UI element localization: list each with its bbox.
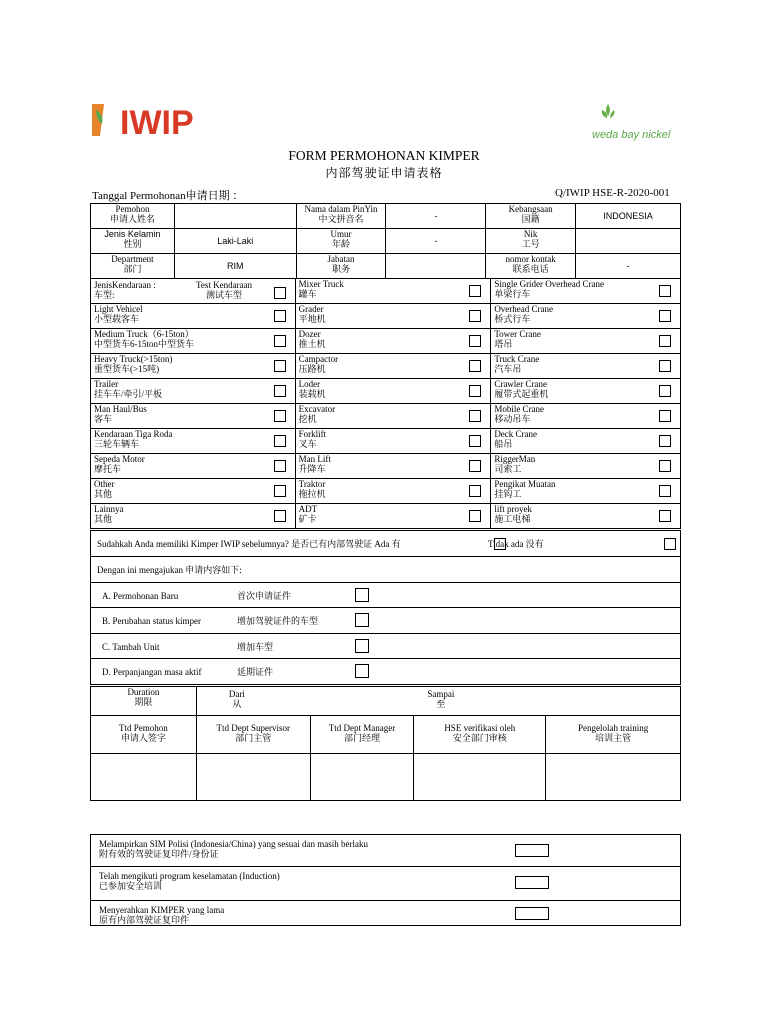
signature-label: Ttd Dept Manager <box>328 723 396 733</box>
vehicle-col2-item-cn: 挖机 <box>298 414 317 424</box>
attachment-item <box>91 867 681 901</box>
vehicle-col2-item <box>295 279 491 304</box>
pemohon-cn: 申请人姓名 <box>109 214 155 224</box>
signature-header <box>196 716 310 754</box>
pemohon-value[interactable] <box>174 204 296 229</box>
signature-header <box>414 716 546 754</box>
title-text: FORM PERMOHONAN KIMPER <box>288 148 480 163</box>
attachment-label: Melampirkan SIM Polisi (Indonesia/China) yang sesuai dan masih berlaku <box>99 839 368 849</box>
vehicle-col1-item-label: Heavy Truck(>15ton) <box>94 354 173 364</box>
vehicle-col1-item-label: Kendaraan Tiga Roda <box>94 429 173 439</box>
signature-box[interactable] <box>196 754 310 801</box>
attachment-row <box>91 901 681 926</box>
signature-cn: 申请人签字 <box>120 733 166 743</box>
dept-value[interactable]: RIM <box>174 254 296 279</box>
signature-cn: 培训主管 <box>595 733 632 743</box>
apply-option-row <box>91 659 681 685</box>
vehicle-col3-item-cn: 施工电梯 <box>494 514 531 524</box>
vehicle-col3-item-checkbox[interactable] <box>659 310 671 322</box>
vehicle-col2-item-checkbox[interactable] <box>469 310 481 322</box>
vehicle-col2-item-label: Campactor <box>298 354 339 364</box>
vehicle-col3-item <box>491 504 681 529</box>
vehicle-col2-item-wrap <box>299 379 488 403</box>
vehicle-col2-item <box>295 429 491 454</box>
vehicle-col1-item-cn: 其他 <box>94 489 113 499</box>
vehicle-col3-item-checkbox[interactable] <box>659 285 671 297</box>
personal-info-table <box>90 203 681 279</box>
vehicle-col3-item-wrap <box>494 504 677 528</box>
vehicle-col1-item-checkbox[interactable] <box>274 460 286 472</box>
vehicle-col2-item-cn: 罐车 <box>298 289 317 299</box>
gender-label: Jenis Kelamin <box>104 229 161 239</box>
vehicle-col2-item-cn: 平地机 <box>298 314 326 324</box>
svg-text:IWIP: IWIP <box>120 104 194 140</box>
vehicle-header-cn: 车型: <box>94 290 115 300</box>
signature-header <box>91 716 197 754</box>
vehicle-col3-item-cn: 挂钩工 <box>494 489 522 499</box>
doc-code: Q/IWIP HSE-R-2020-001 <box>555 187 670 199</box>
vehicle-col3-item-wrap <box>494 404 677 428</box>
vehicle-col2-item <box>295 504 491 529</box>
kontak-cn: 联系电话 <box>512 264 549 274</box>
vehicle-col3-item <box>491 279 681 304</box>
apply-option-label: D. Perpanjangan masa aktif <box>102 667 202 677</box>
vehicle-col3-item <box>491 454 681 479</box>
vehicle-col2-item-checkbox[interactable] <box>469 460 481 472</box>
vehicle-row <box>91 454 681 479</box>
form-title <box>0 148 768 181</box>
signature-cn: 部门经理 <box>344 733 381 743</box>
vehicle-row <box>91 354 681 379</box>
vehicle-col3-item <box>491 329 681 354</box>
vehicle-col1-item-cn: 小型载客车 <box>94 314 140 324</box>
apply-option-row <box>91 583 681 608</box>
apply-intro: Dengan ini mengajukan 申请内容如下: <box>91 557 681 583</box>
vehicle-col3-item-checkbox[interactable] <box>659 335 671 347</box>
vehicle-col3-item-label: Tower Crane <box>494 329 541 339</box>
iwip-logo <box>90 100 200 140</box>
vehicle-col2-item-label: Forklift <box>298 429 327 439</box>
vehicle-col3-item-cn: 单梁行车 <box>494 289 531 299</box>
attachment-checkbox[interactable] <box>515 907 549 920</box>
vehicle-col1-item-wrap <box>94 304 292 328</box>
attachment-checkbox[interactable] <box>515 844 549 857</box>
signature-box[interactable] <box>91 754 197 801</box>
svg-text:weda bay nickel: weda bay nickel <box>592 129 671 141</box>
apply-option-checkbox[interactable] <box>355 639 369 653</box>
umur-label: Umur <box>330 229 352 239</box>
vehicle-row <box>91 429 681 454</box>
vehicle-col2-item-wrap <box>299 479 488 503</box>
kimper-no-checkbox[interactable] <box>664 538 676 550</box>
vehicle-col1-item-checkbox[interactable] <box>274 435 286 447</box>
test-header-checkbox[interactable] <box>274 287 286 299</box>
vehicle-col3-item-checkbox[interactable] <box>659 385 671 397</box>
from-label: Dari <box>228 689 245 699</box>
vehicle-col2-item-checkbox[interactable] <box>469 510 481 522</box>
apply-option <box>91 634 681 659</box>
vehicle-col2-item-checkbox[interactable] <box>469 435 481 447</box>
vehicle-col3-item-wrap <box>494 379 677 403</box>
apply-table <box>90 530 681 685</box>
signature-label: HSE verifikasi oleh <box>444 723 516 733</box>
vehicle-row <box>91 504 681 529</box>
vehicle-col2-item-checkbox[interactable] <box>469 410 481 422</box>
signature-header <box>310 716 414 754</box>
apply-option-label: B. Perubahan status kimper <box>102 616 201 626</box>
vehicle-col1-item-checkbox[interactable] <box>274 310 286 322</box>
vehicle-row <box>91 279 681 304</box>
vehicle-col2-item-checkbox[interactable] <box>469 385 481 397</box>
signature-label: Pengelolah training <box>577 723 649 733</box>
signature-label: Ttd Pemohon <box>119 723 168 733</box>
vehicle-col2-item-wrap <box>299 404 488 428</box>
kontak-label: nomor kontak <box>505 254 556 264</box>
kebangsaan-label: Kebangsaan <box>508 204 553 214</box>
apply-option-cn: 首次申请证件 <box>237 591 292 601</box>
vehicle-col1-item-label: Medium Truck（6-15ton） <box>94 329 194 339</box>
kebangsaan-cn: 国籍 <box>521 214 540 224</box>
vehicle-col1-item <box>91 429 296 454</box>
vehicle-header-cell <box>91 279 296 304</box>
title-cn: 内部驾驶证申请表格 <box>325 166 443 180</box>
vehicle-col1-item-cn: 其他 <box>94 514 113 524</box>
vehicle-col1-item-wrap <box>94 479 292 503</box>
test-header-cn: 测试车型 <box>205 290 242 300</box>
apply-option-label: C. Tambah Unit <box>102 642 160 652</box>
test-header: Test Kendaraan <box>195 280 253 290</box>
vehicle-col2-item <box>295 329 491 354</box>
vehicle-col3-item-checkbox[interactable] <box>659 360 671 372</box>
duration-table <box>90 686 681 716</box>
gender-value[interactable]: Laki-Laki <box>174 229 296 254</box>
attachment-cn: 原有内部驾驶证复印件 <box>99 915 190 925</box>
vehicle-col3-item-label: Truck Crane <box>494 354 540 364</box>
vehicle-col3-item-wrap <box>494 304 677 328</box>
kebangsaan-value[interactable]: INDONESIA <box>576 204 681 229</box>
attachment-item <box>91 901 681 926</box>
vehicle-col2-item <box>295 404 491 429</box>
vehicle-col3-item-wrap <box>494 329 677 353</box>
vehicle-col2-item-checkbox[interactable] <box>469 285 481 297</box>
vehicle-col3-item <box>491 479 681 504</box>
vehicle-col1-item <box>91 454 296 479</box>
vehicle-col1-item-label: Other <box>94 479 115 489</box>
vehicle-col3-item-checkbox[interactable] <box>659 410 671 422</box>
vehicle-col2-item-checkbox[interactable] <box>469 335 481 347</box>
attachment-item <box>91 835 681 867</box>
vehicle-col3-item <box>491 379 681 404</box>
attachment-label: Menyerahkan KIMPER yang lama <box>99 905 225 915</box>
apply-option-checkbox[interactable] <box>355 613 369 627</box>
vehicle-col1-item-cn: 摩托车 <box>94 464 122 474</box>
vehicle-col1-item <box>91 329 296 354</box>
signature-header <box>546 716 681 754</box>
vehicle-col2-item-label: Dozer <box>298 329 321 339</box>
vehicle-row <box>91 404 681 429</box>
pinyin-value[interactable]: - <box>386 204 486 229</box>
weda-bay-logo <box>590 100 685 145</box>
apply-option-label: A. Permohonan Baru <box>102 591 179 601</box>
vehicle-col3-item-cn: 桥式行车 <box>494 314 531 324</box>
vehicle-col1-item-wrap <box>94 429 292 453</box>
apply-option <box>91 608 681 634</box>
vehicle-col2-item-wrap <box>299 454 488 478</box>
vehicle-col3-item-cn: 塔吊 <box>494 339 513 349</box>
vehicle-col3-item-checkbox[interactable] <box>659 485 671 497</box>
apply-option <box>91 659 681 685</box>
to-label: Sampai <box>427 689 455 699</box>
dept-label: Department <box>111 254 154 264</box>
vehicle-col3-item-label: Crawler Crane <box>494 379 548 389</box>
vehicle-col3-item-label: Deck Crane <box>494 429 538 439</box>
vehicle-col1-item <box>91 379 296 404</box>
apply-option-cn: 增加车型 <box>237 642 274 652</box>
vehicle-col1-item <box>91 504 296 529</box>
vehicle-col2-item-label: Man Lift <box>298 454 331 464</box>
vehicle-col2-item-wrap <box>299 504 488 528</box>
vehicle-col3-item-wrap <box>494 279 677 303</box>
vehicle-col3-item-cn: 船吊 <box>494 439 513 449</box>
vehicle-header: JenisKendaraan : <box>94 280 156 290</box>
vehicle-col2-item-label: Mixer Truck <box>298 279 344 289</box>
vehicle-col1-item-wrap <box>94 379 292 403</box>
vehicle-col3-item-label: Single Grider Overhead Crane <box>494 279 605 289</box>
vehicle-col3-item-checkbox[interactable] <box>659 435 671 447</box>
vehicle-col2-item <box>295 304 491 329</box>
vehicle-col3-item-cn: 汽车吊 <box>494 364 522 374</box>
attachment-cn: 附有效的驾驶证复印件/身份证 <box>99 849 219 859</box>
dept-cn: 部门 <box>123 264 142 274</box>
vehicle-row <box>91 379 681 404</box>
nik-cn: 工号 <box>521 239 540 249</box>
to-cn: 至 <box>436 699 446 709</box>
attachment-cn: 已参加安全培训 <box>99 881 163 891</box>
kontak-value[interactable]: - <box>576 254 681 279</box>
vehicle-row <box>91 479 681 504</box>
vehicle-col1-item-checkbox[interactable] <box>274 410 286 422</box>
vehicle-table <box>90 278 681 529</box>
vehicle-col1-item-cn: 挂车车/牵引/平板 <box>94 389 163 399</box>
nik-label: Nik <box>523 229 538 239</box>
vehicle-col2-item-wrap <box>299 329 488 353</box>
vehicle-col3-item-label: Overhead Crane <box>494 304 554 314</box>
apply-option-checkbox[interactable] <box>355 664 369 678</box>
vehicle-col3-item-cn: 移动吊车 <box>494 414 531 424</box>
apply-option-cn: 延期证件 <box>237 667 274 677</box>
vehicle-col3-item-label: lift proyek <box>494 504 533 514</box>
vehicle-col1-item-cn: 三轮车辆车 <box>94 439 140 449</box>
apply-option <box>91 583 681 608</box>
vehicle-col1-item-cn: 重型货车(>15吨) <box>94 364 160 374</box>
vehicle-col2-item-label: Excavator <box>298 404 336 414</box>
vehicle-col2-item-cn: 压路机 <box>298 364 326 374</box>
kimper-question: Sudahkah Anda memiliki Kimper IWIP sebelumnya? 是否已有内部驾驶证 Ada 有 <box>97 538 401 549</box>
signature-box[interactable] <box>414 754 546 801</box>
kimper-question-row <box>91 531 681 557</box>
vehicle-col1-item-checkbox[interactable] <box>274 360 286 372</box>
vehicle-col1-item-label: Man Haul/Bus <box>94 404 147 414</box>
pinyin-label: Nama dalam PinYin <box>304 204 378 214</box>
vehicle-col2-item-checkbox[interactable] <box>469 485 481 497</box>
vehicle-col3-item-label: RiggerMan <box>494 454 536 464</box>
vehicle-col1-item-checkbox[interactable] <box>274 335 286 347</box>
vehicle-col1-item-label: Light Vehicel <box>94 304 143 314</box>
vehicle-col3-item <box>491 304 681 329</box>
jabatan-label: Jabatan <box>327 254 355 264</box>
vehicle-col2-item-cn: 拖拉机 <box>298 489 326 499</box>
vehicle-col3-item-label: Mobile Crane <box>494 404 545 414</box>
apply-option-row <box>91 634 681 659</box>
duration-label: Duration <box>127 687 160 697</box>
apply-option-cn: 增加驾驶证件的车型 <box>237 616 319 626</box>
gender-cn: 性别 <box>123 239 142 249</box>
vehicle-col1-item-wrap <box>94 404 292 428</box>
nik-value[interactable] <box>576 229 681 254</box>
vehicle-col2-item-label: Loder <box>298 379 321 389</box>
vehicle-col1-item-checkbox[interactable] <box>274 510 286 522</box>
vehicle-col1-item-label: Trailer <box>94 379 119 389</box>
umur-cn: 年龄 <box>332 239 351 249</box>
vehicle-col1-item <box>91 304 296 329</box>
signature-cn: 安全部门审核 <box>452 733 507 743</box>
vehicle-header-wrap <box>94 279 292 303</box>
vehicle-col1-item-wrap <box>94 329 292 353</box>
vehicle-col2-item-cn: 矿卡 <box>298 514 317 524</box>
vehicle-col2-item-wrap <box>299 279 488 303</box>
vehicle-col2-item-label: Grader <box>298 304 324 314</box>
vehicle-col2-item <box>295 454 491 479</box>
vehicle-col3-item-label: Pengikat Muatan <box>494 479 556 489</box>
umur-value[interactable]: - <box>386 229 486 254</box>
vehicle-col2-item-label: ADT <box>298 504 318 514</box>
vehicle-col1-item-cn: 中型货车6-15ton中型货车 <box>94 339 194 349</box>
vehicle-col3-item-wrap <box>494 454 677 478</box>
vehicle-col1-item-checkbox[interactable] <box>274 385 286 397</box>
vehicle-col1-item-label: Sepeda Motor <box>94 454 145 464</box>
attachment-row <box>91 835 681 867</box>
vehicle-col3-item-checkbox[interactable] <box>659 510 671 522</box>
apply-option-checkbox[interactable] <box>355 588 369 602</box>
vehicle-col3-item-wrap <box>494 479 677 503</box>
signature-table <box>90 715 681 801</box>
pinyin-cn: 中文拼音名 <box>318 214 364 224</box>
attachment-label: Telah mengikuti program keselamatan (Induction) <box>99 871 280 881</box>
vehicle-col3-item-cn: 司索工 <box>494 464 522 474</box>
vehicle-col1-item-label: Lainnya <box>94 504 124 514</box>
vehicle-col1-item <box>91 479 296 504</box>
attachment-row <box>91 867 681 901</box>
vehicle-col3-item-wrap <box>494 354 677 378</box>
vehicle-col2-item-cn: 推土机 <box>298 339 326 349</box>
vehicle-col2-item-cn: 升降车 <box>298 464 326 474</box>
vehicle-col2-item-wrap <box>299 354 488 378</box>
vehicle-col1-item <box>91 404 296 429</box>
apply-option-row <box>91 608 681 634</box>
vehicle-col3-item-wrap <box>494 429 677 453</box>
vehicle-col3-item <box>491 354 681 379</box>
pemohon-label: Pemohon <box>115 204 150 214</box>
vehicle-col2-item <box>295 479 491 504</box>
vehicle-col2-item <box>295 354 491 379</box>
vehicle-col1-item-wrap <box>94 504 292 528</box>
vehicle-col2-item-cn: 叉车 <box>298 439 317 449</box>
vehicle-col2-item-checkbox[interactable] <box>469 360 481 372</box>
vehicle-col3-item-checkbox[interactable] <box>659 460 671 472</box>
signature-cn: 部门主管 <box>235 733 272 743</box>
vehicle-col3-item <box>491 429 681 454</box>
signature-box[interactable] <box>546 754 681 801</box>
vehicle-col3-item <box>491 404 681 429</box>
vehicle-col2-item-wrap <box>299 304 488 328</box>
vehicle-col1-item-wrap <box>94 454 292 478</box>
vehicle-col2-item <box>295 379 491 404</box>
attachment-table <box>90 834 681 926</box>
from-cn: 从 <box>232 699 242 709</box>
signature-label: Ttd Dept Supervisor <box>216 723 290 733</box>
vehicle-col2-item-label: Traktor <box>298 479 326 489</box>
vehicle-row <box>91 304 681 329</box>
duration-cn: 期限 <box>134 697 153 707</box>
vehicle-col1-item-checkbox[interactable] <box>274 485 286 497</box>
vehicle-col1-item <box>91 354 296 379</box>
kimper-no-label: Tidak ada 没有 <box>488 539 544 549</box>
vehicle-col1-item-wrap <box>94 354 292 378</box>
signature-box[interactable] <box>310 754 414 801</box>
vehicle-col2-item-wrap <box>299 429 488 453</box>
jabatan-cn: 职务 <box>332 264 351 274</box>
vehicle-col2-item-cn: 装载机 <box>298 389 326 399</box>
date-label: Tanggal Permohonan申请日期 ： <box>92 190 244 202</box>
jabatan-value[interactable] <box>386 254 486 279</box>
attachment-checkbox[interactable] <box>515 876 549 889</box>
vehicle-col1-item-cn: 客车 <box>94 414 113 424</box>
vehicle-col3-item-cn: 履带式起重机 <box>494 389 549 399</box>
vehicle-row <box>91 329 681 354</box>
